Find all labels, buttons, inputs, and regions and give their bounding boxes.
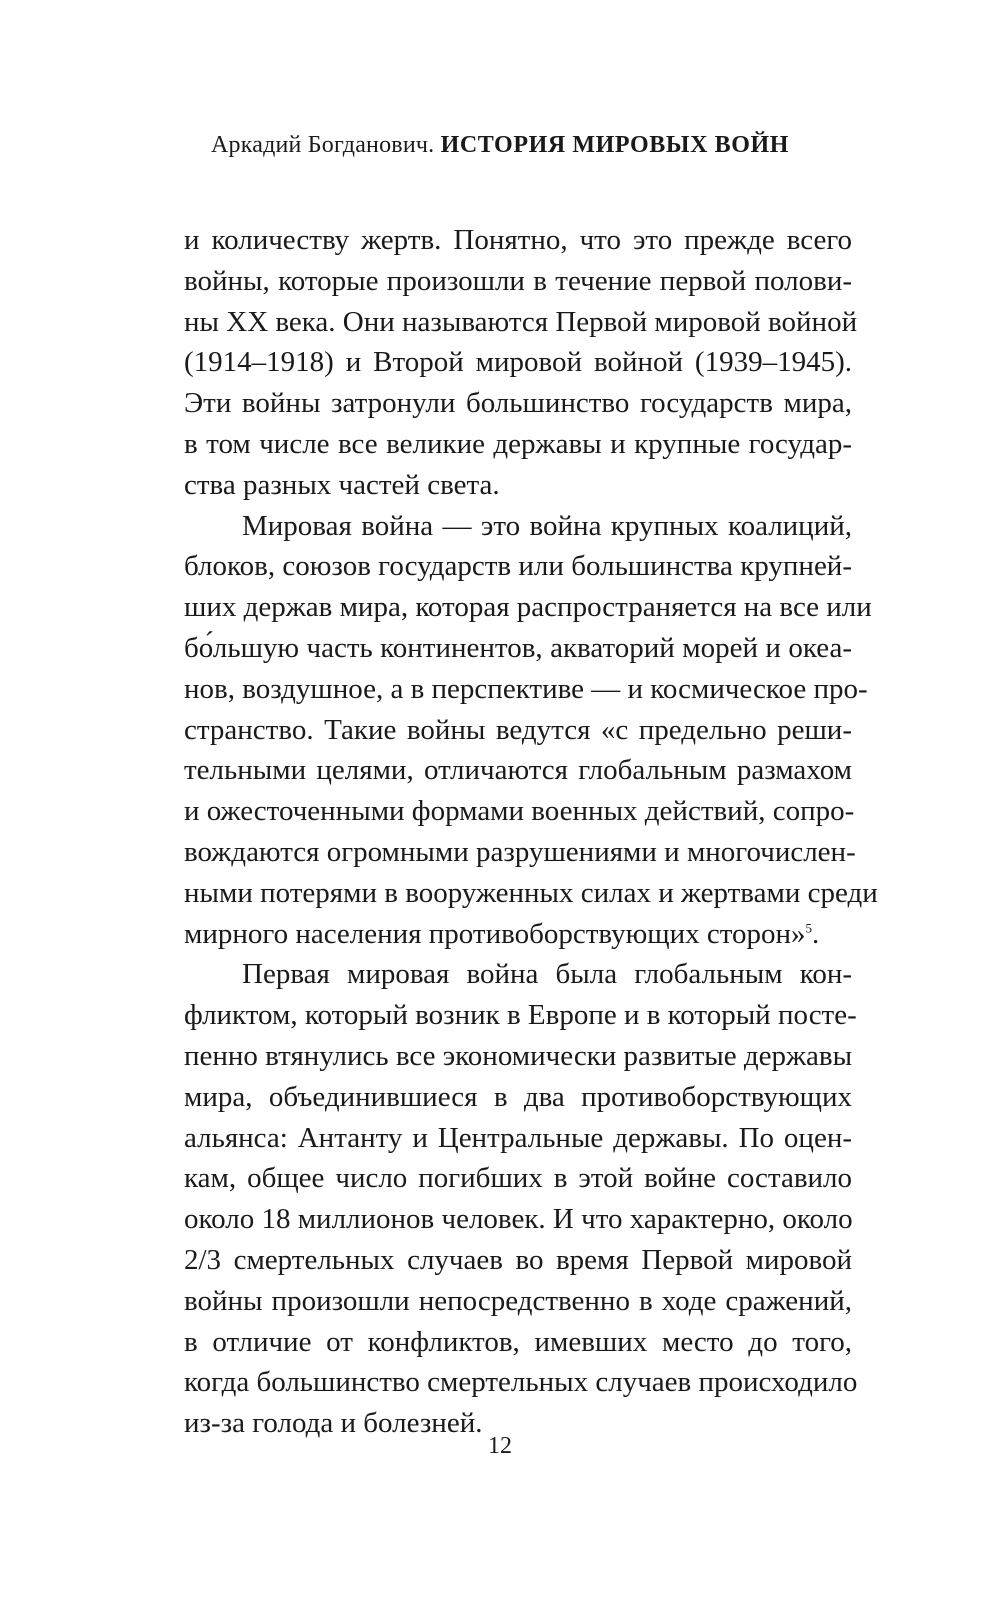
trailing-punctuation: . (812, 917, 820, 950)
text-line: кам, общее число погибших в этой войне составило (184, 1162, 852, 1195)
text-line: пенно втянулись все экономически развитые державы (184, 1039, 853, 1072)
text-line: ны XX века. Они называются Первой мировой войной (184, 305, 858, 338)
text-line: ства разных частей света. (184, 468, 500, 501)
text-line: из-за голода и болезней. (184, 1407, 483, 1440)
text-line: Эти войны затронули большинство государств мира, (184, 387, 852, 420)
text-line: около 18 миллионов человек. И что характерно, около (184, 1203, 853, 1236)
text-line: мирного населения противоборствующих сторон» (184, 917, 806, 950)
text-line: в отличие от конфликтов, имевших место до того, (184, 1325, 852, 1358)
text-line: в том числе все великие державы и крупные государ- (184, 427, 852, 460)
text-line: фликтом, который возник в Европе и в который посте- (184, 999, 857, 1032)
text-line: странство. Такие войны ведутся «с предельно реши- (184, 713, 852, 746)
text-line: нов, воздушное, а в перспективе — и космическое про- (184, 672, 868, 705)
paragraph-1 (184, 220, 858, 506)
text-line: альянса: Антанту и Центральные державы. По оцен- (184, 1121, 852, 1154)
text-line: когда большинство смертельных случаев происходило (184, 1366, 858, 1399)
body-text (184, 220, 878, 1444)
page-number: 12 (488, 1433, 512, 1459)
paragraph-3 (184, 954, 858, 1444)
text-line: вождаются огромными разрушениями и многочислен- (184, 835, 856, 868)
running-head (0, 132, 1000, 159)
text-line: блоков, союзов государств или большинства крупней- (184, 550, 852, 583)
text-line-with-footnote (184, 914, 852, 955)
text-line: Первая мировая война была глобальным кон- (242, 958, 852, 991)
text-line: войны произошли непосредственно в ходе сражений, (184, 1284, 852, 1317)
text-line: ными потерями в вооруженных силах и жертвами среди (184, 876, 878, 909)
text-line: Мировая война — это война крупных коалиций, (242, 509, 852, 542)
text-line: ших держав мира, которая распространяется на все или (184, 591, 872, 624)
text-line: и ожесточенными формами военных действий, сопро- (184, 795, 855, 828)
text-line: бо́льшую часть континентов, акваторий морей и океа- (184, 631, 852, 664)
text-line: 2/3 смертельных случаев во время Первой мировой (184, 1243, 852, 1276)
text-line: и количеству жертв. Понятно, что это прежде всего (184, 224, 852, 256)
header-book-title: ИСТОРИЯ МИРОВЫХ ВОЙН (440, 132, 790, 158)
text-line: (1914–1918) и Второй мировой войной (1939–1945). (184, 346, 852, 379)
text-line: войны, которые произошли в течение первой полови- (184, 264, 852, 297)
text-line: мира, объединившиеся в два противоборствующих (184, 1080, 852, 1113)
header-author: Аркадий Богданович. (210, 132, 435, 158)
footnote-mark: 5 (805, 919, 813, 935)
paragraph-2 (184, 506, 878, 955)
text-line: тельными целями, отличаются глобальным размахом (184, 754, 852, 787)
